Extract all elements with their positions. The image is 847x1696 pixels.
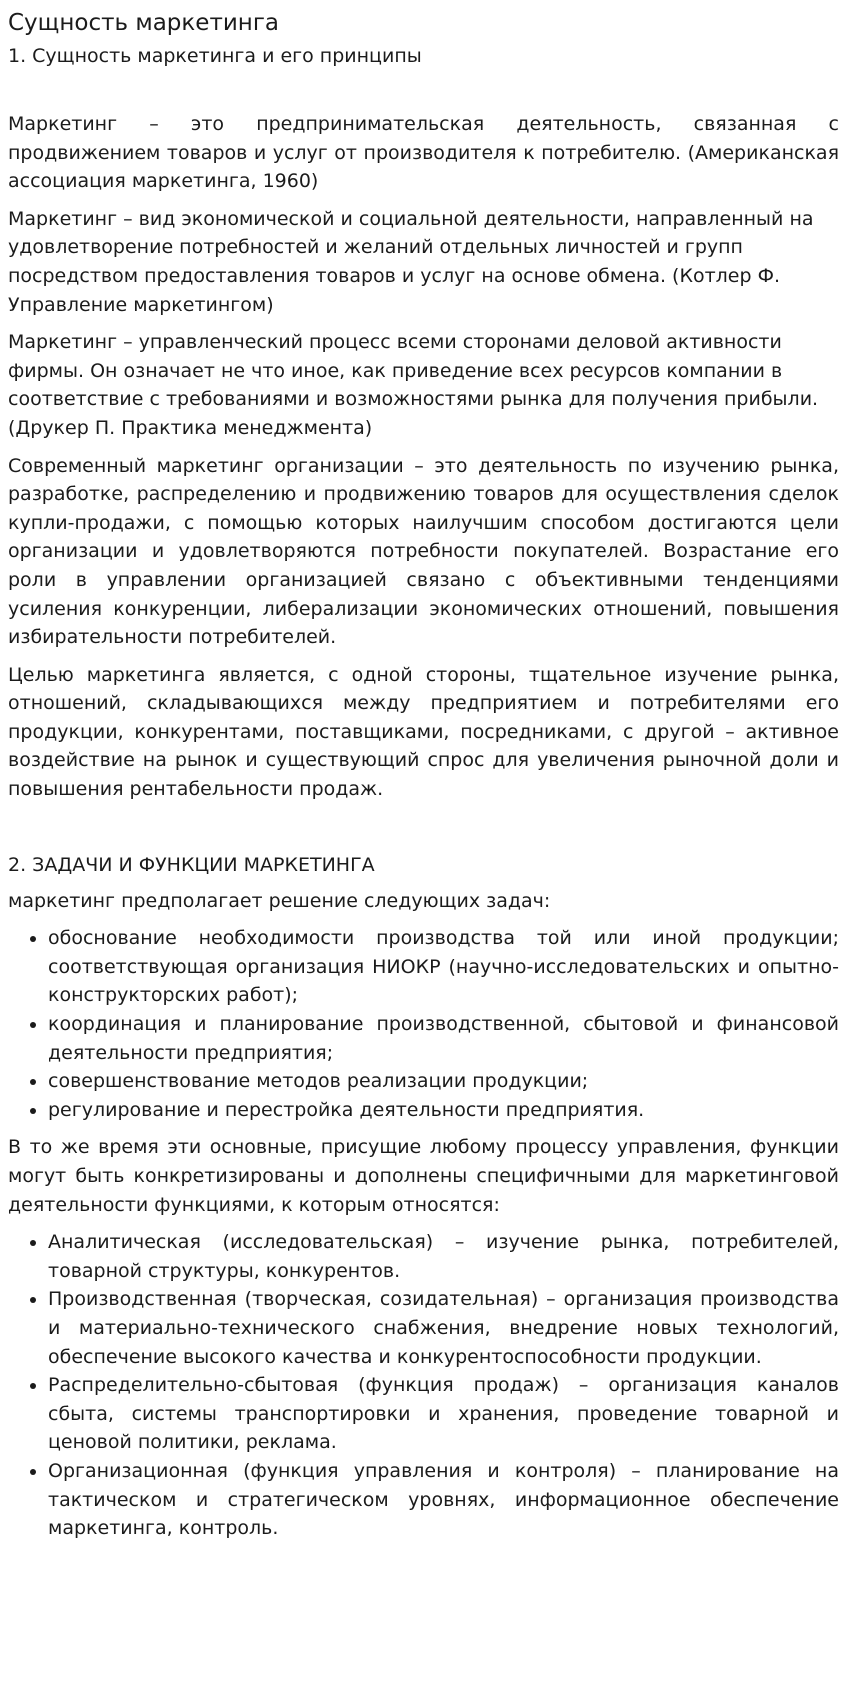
- modern-marketing-paragraph: Современный маркетинг организации – это деятельность по изучению рынка, разработке, распределению и продвижению товаров для осуществления сделок купли-продажи, с помощью которых наилучшим способом достигаются цели организации и удовлетворяются потребности покупателей. Возрастание его роли в управлении организацией связано с объективными тенденциями усиления конкуренции, либерализации экономических отношений, повышения избирательности потребителей.: [8, 454, 839, 649]
- definition-paragraph-2: Маркетинг – вид экономической и социальной деятельности, направленный на удовлетворение потребностей и желаний отдельных личностей и групп посредством предоставления товаров и услуг на основе обмена. (Котлер Ф. Управление маркетингом): [8, 207, 814, 316]
- list-item: • Производственная (творческая, созидательная) – организация производства и материально-технического снабжения, внедрение новых технологий, обеспечение высокого качества и конкурентоспособности продукции.: [48, 1285, 839, 1371]
- functions-list: [8, 1228, 839, 1543]
- list-item: • регулирование и перестройка деятельности предприятия.: [48, 1096, 839, 1125]
- tasks-list: [8, 924, 839, 1124]
- list-item: • Аналитическая (исследовательская) – изучение рынка, потребителей, товарной структуры, конкурентов.: [48, 1228, 839, 1285]
- list-item: • Организационная (функция управления и контроля) – планирование на тактическом и стратегическом уровнях, информационное обеспечение маркетинга, контроль.: [48, 1457, 839, 1543]
- marketing-goal-paragraph: Целью маркетинга является, с одной стороны, тщательное изучение рынка, отношений, складывающихся между предприятием и потребителями его продукции, конкурентами, поставщиками, посредниками, с другой – активное воздействие на рынок и существующий спрос для увеличения рыночной доли и повышения рентабельности продаж.: [8, 663, 839, 801]
- tasks-intro: маркетинг предполагает решение следующих задач:: [8, 889, 551, 912]
- spacer: [8, 813, 839, 851]
- list-item: • совершенствование методов реализации продукции;: [48, 1067, 839, 1096]
- section-2-heading: 2. ЗАДАЧИ И ФУНКЦИИ МАРКЕТИНГА: [8, 853, 375, 876]
- section-1-heading: 1. Сущность маркетинга и его принципы: [8, 45, 422, 67]
- functions-intro: В то же время эти основные, присущие любому процессу управления, функции могут быть конкретизированы и дополнены специфичными для маркетинговой деятельности функциями, к которым относятся:: [8, 1136, 839, 1216]
- list-item: • координация и планирование производственной, сбытовой и финансовой деятельности предприятия;: [48, 1010, 839, 1067]
- page-title: Сущность маркетинга: [8, 10, 280, 36]
- list-item: • обоснование необходимости производства той или иной продукции; соответствующая организация НИОКР (научно-исследовательских и опытно-конструкторских работ);: [48, 924, 839, 1010]
- spacer: [8, 70, 839, 110]
- definition-paragraph-3: Маркетинг – управленческий процесс всеми сторонами деловой активности фирмы. Он означает не что иное, как приведение всех ресурсов компании в соответствие с требованиями и возможностями рынка для получения прибыли. (Друкер П. Практика менеджмента): [8, 331, 819, 439]
- definition-paragraph-1: Маркетинг – это предпринимательская деятельность, связанная с продвижением товаров и услуг от производителя к потребителю. (Американская ассоциация маркетинга, 1960): [8, 113, 839, 193]
- list-item: • Распределительно-сбытовая (функция продаж) – организация каналов сбыта, системы транспортировки и хранения, проведение товарной и ценовой политики, реклама.: [48, 1371, 839, 1457]
